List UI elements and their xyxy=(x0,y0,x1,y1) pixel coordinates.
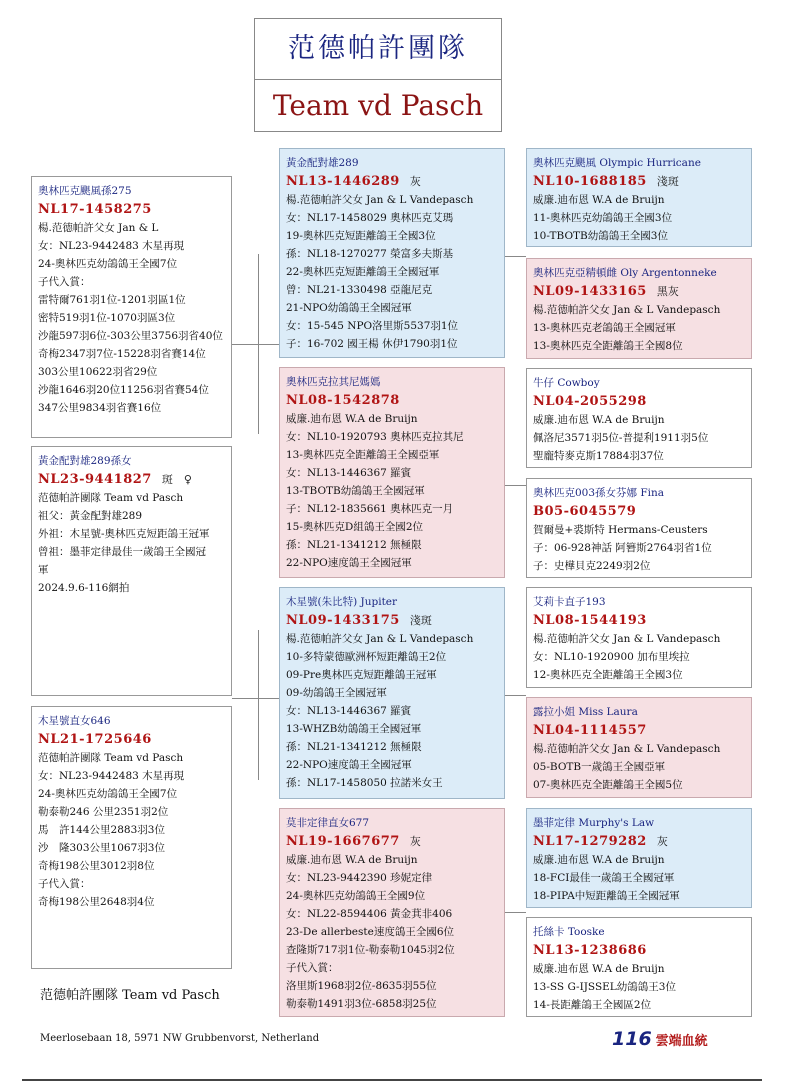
detail-line: 09-幼鴿鴿王全國冠軍 xyxy=(286,687,387,699)
detail-line: 外祖：木星號-奧林匹克短距鴿王冠軍 xyxy=(38,528,210,540)
detail-line: 女：NL10-1920793 奧林匹克拉其尼 xyxy=(286,431,464,443)
connector-line xyxy=(504,485,526,486)
detail-line: 佩洛尼3571羽5位-普提利1911羽5位 xyxy=(533,432,709,444)
detail-line: 子：16-702 國王楊 休伊1790羽1位 xyxy=(286,338,458,350)
pigeon-details xyxy=(533,960,745,1014)
detail-line: 密特519羽1位-1070羽區3位 xyxy=(38,312,176,324)
site-logo xyxy=(612,1028,708,1050)
gg-card xyxy=(526,697,752,798)
detail-line: 雷特爾761羽1位-1201羽區1位 xyxy=(38,294,186,306)
detail-line: 女：NL13-1446367 羅賓 xyxy=(286,705,412,717)
detail-line: 05-BOTB一歲鴿王全國亞軍 xyxy=(533,761,666,773)
detail-line: 祖父：黃金配對雄289 xyxy=(38,510,143,522)
logo-text: 雲端血統 xyxy=(655,1034,708,1049)
pigeon-details xyxy=(533,521,745,575)
detail-line: 女：NL22-8594406 黃金萁非406 xyxy=(286,908,453,920)
detail-line: 威廉.迪布恩 W.A de Bruijn xyxy=(533,963,665,975)
pigeon-details xyxy=(286,410,498,572)
detail-line: 子：NL12-1835661 奧林匹克一月 xyxy=(286,503,454,515)
detail-line: 22-NPO速度鴿王全國冠軍 xyxy=(286,557,412,569)
pigeon-details xyxy=(533,740,745,794)
ring-number-text: NL04-1114557 xyxy=(533,723,647,738)
detail-line: 10-TBOTB幼鴿鴿王全國3位 xyxy=(533,230,668,242)
ring-number xyxy=(38,730,225,749)
detail-line: 奇梅2347羽7位-15228羽省賽14位 xyxy=(38,348,206,360)
detail-line: 11-奧林匹克幼鴿鴿王全國3位 xyxy=(533,212,673,224)
detail-line: 12-奧林匹克全距離鴿王全國3位 xyxy=(533,669,683,681)
connector-line xyxy=(504,256,526,257)
detail-line: 女：NL23-9442483 木星再現 xyxy=(38,770,185,782)
pigeon-details xyxy=(38,219,225,417)
detail-line: 10-多特蒙德歐洲杯短距離鴿王2位 xyxy=(286,651,447,663)
detail-line: 沙龍1646羽20位11256羽省賽54位 xyxy=(38,384,209,396)
connector-line xyxy=(504,912,526,913)
pigeon-details xyxy=(533,301,745,355)
detail-line: 女：NL17-1458029 奧林匹克艾瑪 xyxy=(286,212,454,224)
detail-line: 子代入賞： xyxy=(286,962,339,974)
detail-line: 347公里9834羽省賽16位 xyxy=(38,402,162,414)
footer-team-name: 范德帕許團隊 Team vd Pasch xyxy=(40,988,220,1003)
connector-line xyxy=(258,254,259,434)
gg-card xyxy=(526,587,752,688)
detail-line: 13-WHZB幼鴿鴿王全國冠軍 xyxy=(286,723,422,735)
pigeon-name: 奧林匹克拉其尼媽媽 xyxy=(286,376,381,388)
pigeon-color: 斑 ♀ xyxy=(161,473,192,486)
pigeon-name: 黃金配對雄289 xyxy=(286,157,359,169)
pigeon-details xyxy=(533,630,745,684)
detail-line: 22-奧林匹克短距離鴿王全國冠軍 xyxy=(286,266,440,278)
detail-line: 303公里10622羽省29位 xyxy=(38,366,158,378)
ring-number xyxy=(533,392,745,411)
detail-line: 范德帕許團隊 Team vd Pasch xyxy=(38,492,184,504)
ring-number xyxy=(533,721,745,740)
pigeon-details xyxy=(286,191,498,353)
detail-line: 子代入賞： xyxy=(38,276,91,288)
detail-line: 18-PIPA中短距離鴿王全國冠軍 xyxy=(533,890,680,902)
detail-line: 13-奧林匹克全距離鴿王全國亞軍 xyxy=(286,449,440,461)
detail-line: 07-奧林匹克全距離鴿王全國5位 xyxy=(533,779,683,791)
pigeon-name: 牛仔 Cowboy xyxy=(533,377,600,389)
pigeon-name: 木星號直女646 xyxy=(38,715,111,727)
ring-number-text: NL23-9441827 xyxy=(38,472,152,487)
detail-line: 19-奧林匹克短距離鴿王全國3位 xyxy=(286,230,436,242)
gg-card xyxy=(526,478,752,578)
gg-card xyxy=(526,917,752,1017)
detail-line: 孫：NL21-1341212 無極限 xyxy=(286,741,422,753)
ring-number-text: NL09-1433165 xyxy=(533,284,647,299)
ring-number xyxy=(286,391,498,410)
detail-line: 孫：NL18-1270277 榮富多夫斯基 xyxy=(286,248,454,260)
detail-line: 威廉.迪布恩 W.A de Bruijn xyxy=(533,414,665,426)
detail-line: 女：NL13-1446367 羅賓 xyxy=(286,467,412,479)
gg-card xyxy=(526,258,752,359)
detail-line: 24-奧林匹克幼鴿鴿王全國9位 xyxy=(286,890,426,902)
ring-number xyxy=(286,172,498,191)
pigeon-name: 艾莉卡直子193 xyxy=(533,596,606,608)
ring-number-text: B05-6045579 xyxy=(533,504,637,519)
pigeon-name: 木星號(朱比特) Jupiter xyxy=(286,596,398,608)
pigeon-name: 托絲卡 Tooske xyxy=(533,926,605,938)
detail-line: 楊.范德帕許父女 Jan & L Vandepasch xyxy=(533,743,721,755)
detail-line: 21-NPO幼鴿鴿王全國冠軍 xyxy=(286,302,412,314)
connector-line xyxy=(232,698,280,699)
pigeon-color: 黑灰 xyxy=(656,285,679,298)
detail-line: 奇梅198公里2648羽4位 xyxy=(38,896,155,908)
detail-line: 洛里斯1968羽2位-8635羽55位 xyxy=(286,980,437,992)
ring-number xyxy=(286,611,498,630)
detail-line: 威廉.迪布恩 W.A de Bruijn xyxy=(286,413,418,425)
detail-line: 馬 許144公里2883羽3位 xyxy=(38,824,165,836)
detail-line: 18-FCI最佳一歲鴿王全國冠軍 xyxy=(533,872,675,884)
detail-line: 女：NL23-9442483 木星再現 xyxy=(38,240,185,252)
subject2-card xyxy=(31,446,232,696)
detail-line: 聖龐特麥克斯17884羽37位 xyxy=(533,450,664,462)
detail-line: 楊.范德帕許父女 Jan & L Vandepasch xyxy=(286,194,474,206)
detail-line: 23-De allerbeste速度鴿王全國6位 xyxy=(286,926,455,938)
detail-line: 奇梅198公里3012羽8位 xyxy=(38,860,155,872)
gg-card xyxy=(526,148,752,247)
team-title-chinese: 范德帕許團隊 xyxy=(255,19,501,80)
detail-line: 查隆斯717羽1位-勒泰勒1045羽2位 xyxy=(286,944,455,956)
pigeon-name: 奧林匹克003孫女芬娜 Fina xyxy=(533,487,665,499)
pigeon-name: 莫非定律直女677 xyxy=(286,817,370,829)
ring-number-text: NL04-2055298 xyxy=(533,394,647,409)
pigeon-details xyxy=(38,749,225,911)
ring-number-text: NL17-1458275 xyxy=(38,202,152,217)
ring-number xyxy=(533,282,745,301)
detail-line: 女：NL23-9442390 珍妮定律 xyxy=(286,872,433,884)
pigeon-name: 奧林匹克颶風孫275 xyxy=(38,185,132,197)
detail-line: 沙龍597羽6位-303公里3756羽省40位 xyxy=(38,330,223,342)
pigeon-name: 奧林匹克颶風 Olympic Hurricane xyxy=(533,157,701,169)
dam-dam-card xyxy=(279,808,505,1017)
detail-line: 沙 隆303公里1067羽3位 xyxy=(38,842,165,854)
connector-line xyxy=(232,344,280,345)
ring-number-text: NL10-1688185 xyxy=(533,174,647,189)
detail-line: 孫：NL17-1458050 拉諾米女王 xyxy=(286,777,443,789)
detail-line: 22-NPO速度鴿王全國冠軍 xyxy=(286,759,412,771)
pigeon-name: 露拉小姐 Miss Laura xyxy=(533,706,638,718)
logo-number: 116 xyxy=(612,1028,652,1050)
connector-line xyxy=(258,630,259,780)
detail-line: 威廉.迪布恩 W.A de Bruijn xyxy=(533,194,665,206)
detail-line: 24-奧林匹克幼鴿鴿王全國7位 xyxy=(38,788,178,800)
detail-line: 14-長距離鴿王全國區2位 xyxy=(533,999,652,1011)
ring-number xyxy=(286,832,498,851)
detail-line: 孫：NL21-1341212 無極限 xyxy=(286,539,422,551)
detail-line: 子代入賞： xyxy=(38,878,91,890)
ring-number-text: NL19-1667677 xyxy=(286,834,400,849)
detail-line: 楊.范德帕許父女 Jan & L Vandepasch xyxy=(286,633,474,645)
detail-line: 13-SS G-IJSSEL幼鴿鴿王3位 xyxy=(533,981,676,993)
ring-number-text: NL13-1446289 xyxy=(286,174,400,189)
detail-line: 軍 xyxy=(38,564,49,576)
gg-card xyxy=(526,368,752,468)
pigeon-details xyxy=(533,851,745,905)
ring-number xyxy=(533,832,745,851)
gg-card xyxy=(526,808,752,908)
ring-number-text: NL08-1542878 xyxy=(286,393,400,408)
sire-card xyxy=(279,148,505,358)
ring-number-text: NL17-1279282 xyxy=(533,834,647,849)
detail-line: 15-奧林匹克D組鴿王全國2位 xyxy=(286,521,424,533)
dam-sire-card xyxy=(279,587,505,799)
detail-line: 楊.范德帕許父女 Jan & L xyxy=(38,222,159,234)
detail-line: 賀爾曼+裘斯特 Hermans-Ceusters xyxy=(533,524,708,536)
detail-line: 女：NL10-1920900 加布里埃拉 xyxy=(533,651,690,663)
pigeon-details xyxy=(533,411,745,465)
ring-number xyxy=(533,172,745,191)
detail-line: 勒泰勒1491羽3位-6858羽25位 xyxy=(286,998,437,1010)
detail-line: 楊.范德帕許父女 Jan & L Vandepasch xyxy=(533,633,721,645)
ring-number xyxy=(533,611,745,630)
header-title-box xyxy=(254,18,502,132)
ring-number-text: NL13-1238686 xyxy=(533,943,647,958)
detail-line: 2024.9.6-116網拍 xyxy=(38,582,130,594)
pigeon-name: 奧林匹克亞精頓雌 Oly Argentonneke xyxy=(533,267,717,279)
detail-line: 子：06-928神話 阿簪斯2764羽省1位 xyxy=(533,542,712,554)
detail-line: 女：15-545 NPO洛里斯5537羽1位 xyxy=(286,320,459,332)
pigeon-details xyxy=(533,191,745,245)
pigeon-color: 淺斑 xyxy=(409,614,432,627)
ring-number-text: NL09-1433175 xyxy=(286,613,400,628)
ring-number xyxy=(533,502,745,521)
bottom-divider xyxy=(22,1079,762,1081)
ring-number-text: NL08-1544193 xyxy=(533,613,647,628)
ring-number xyxy=(38,200,225,219)
pigeon-details xyxy=(286,630,498,792)
detail-line: 勒泰勒246 公里2351羽2位 xyxy=(38,806,169,818)
dam-card xyxy=(31,706,232,969)
detail-line: 曾祖：墨菲定律最佳一歲鴿王全國冠 xyxy=(38,546,206,558)
pigeon-name: 墨菲定律 Murphy's Law xyxy=(533,817,655,829)
ring-number xyxy=(38,470,225,489)
ring-number xyxy=(533,941,745,960)
ring-number-text: NL21-1725646 xyxy=(38,732,152,747)
detail-line: 13-奧林匹克全距離鴿王全國8位 xyxy=(533,340,683,352)
pigeon-color: 灰 xyxy=(409,835,421,848)
pigeon-color: 灰 xyxy=(656,835,668,848)
detail-line: 13-奧林匹克老鴿鴿王全國冠軍 xyxy=(533,322,676,334)
detail-line: 09-Pre奧林匹克短距離鴿王冠軍 xyxy=(286,669,437,681)
footer-address: Meerlosebaan 18, 5971 NW Grubbenvorst, Netherland xyxy=(40,1033,320,1044)
detail-line: 子：史樺貝克2249羽2位 xyxy=(533,560,651,572)
pigeon-name: 黃金配對雄289孫女 xyxy=(38,455,132,467)
connector-line xyxy=(504,695,526,696)
pigeon-details xyxy=(286,851,498,1013)
detail-line: 威廉.迪布恩 W.A de Bruijn xyxy=(286,854,418,866)
sire-dam-card xyxy=(279,367,505,578)
detail-line: 威廉.迪布恩 W.A de Bruijn xyxy=(533,854,665,866)
pigeon-color: 灰 xyxy=(409,175,421,188)
detail-line: 范德帕許團隊 Team vd Pasch xyxy=(38,752,184,764)
detail-line: 24-奧林匹克幼鴿鴿王全國7位 xyxy=(38,258,178,270)
pigeon-color: 淺斑 xyxy=(656,175,679,188)
team-title-english: Team vd Pasch xyxy=(272,89,484,122)
pigeon-details xyxy=(38,489,225,597)
detail-line: 曾：NL21-1330498 亞龍尼克 xyxy=(286,284,433,296)
detail-line: 13-TBOTB幼鴿鴿王全國冠軍 xyxy=(286,485,425,497)
subject-card xyxy=(31,176,232,438)
detail-line: 楊.范德帕許父女 Jan & L Vandepasch xyxy=(533,304,721,316)
